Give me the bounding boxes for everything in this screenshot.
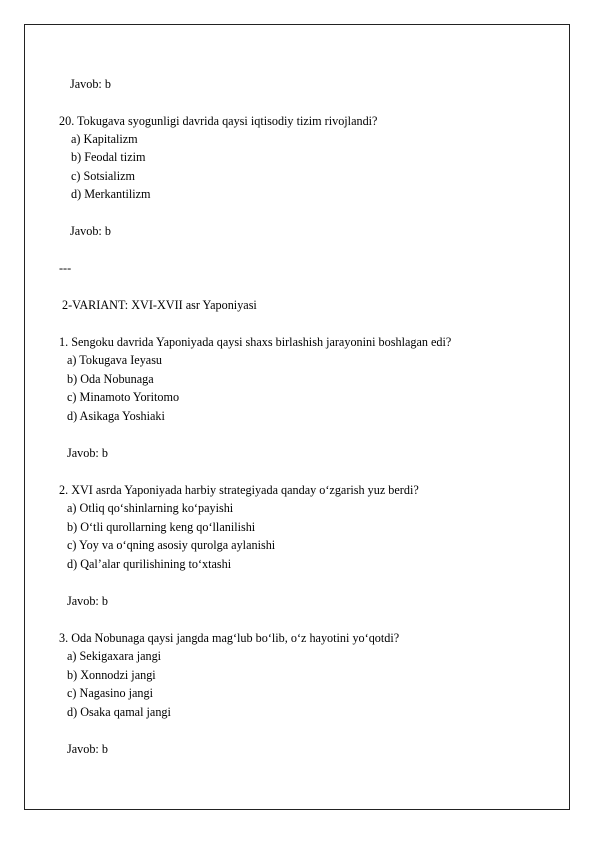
option-2-c: c) Yoy va o‘qning asosiy qurolga aylanishi (67, 538, 276, 552)
answer-3: Javob: b (67, 742, 108, 756)
separator: --- (59, 261, 72, 275)
option-1-b: b) Oda Nobunaga (67, 372, 154, 386)
answer-20: Javob: b (70, 224, 111, 238)
option-2-d: d) Qal’alar qurilishining to‘xtashi (67, 557, 232, 571)
answer-1: Javob: b (67, 446, 108, 460)
question-2: 2. XVI asrda Yaponiyada harbiy strategiyada qanday o‘zgarish yuz berdi? (59, 483, 419, 497)
option-20-c: c) Sotsializm (71, 169, 135, 183)
answer-prev: Javob: b (70, 77, 111, 91)
option-3-a: a) Sekigaxara jangi (67, 649, 162, 663)
option-2-b: b) O‘tli qurollarning keng qo‘llanilishi (67, 520, 256, 534)
option-1-c: c) Minamoto Yoritomo (67, 390, 180, 404)
option-3-c: c) Nagasino jangi (67, 686, 153, 700)
question-3: 3. Oda Nobunaga qaysi jangda mag‘lub bo‘lib, o‘z hayotini yo‘qotdi? (59, 631, 400, 645)
option-3-b: b) Xonnodzi jangi (67, 668, 156, 682)
option-3-d: d) Osaka qamal jangi (67, 705, 171, 719)
answer-2: Javob: b (67, 594, 108, 608)
option-20-b: b) Feodal tizim (71, 150, 146, 164)
variant-heading: 2-VARIANT: XVI-XVII asr Yaponiyasi (62, 298, 257, 312)
option-1-d: d) Asikaga Yoshiaki (67, 409, 165, 423)
option-1-a: a) Tokugava Ieyasu (67, 353, 163, 367)
option-20-a: a) Kapitalizm (71, 132, 138, 146)
question-1: 1. Sengoku davrida Yaponiyada qaysi shaxs birlashish jarayonini boshlagan edi? (59, 335, 452, 349)
question-20: 20. Tokugava syogunligi davrida qaysi iqtisodiy tizim rivojlandi? (59, 114, 378, 128)
option-20-d: d) Merkantilizm (71, 187, 151, 201)
option-2-a: a) Otliq qo‘shinlarning ko‘payishi (67, 501, 234, 515)
